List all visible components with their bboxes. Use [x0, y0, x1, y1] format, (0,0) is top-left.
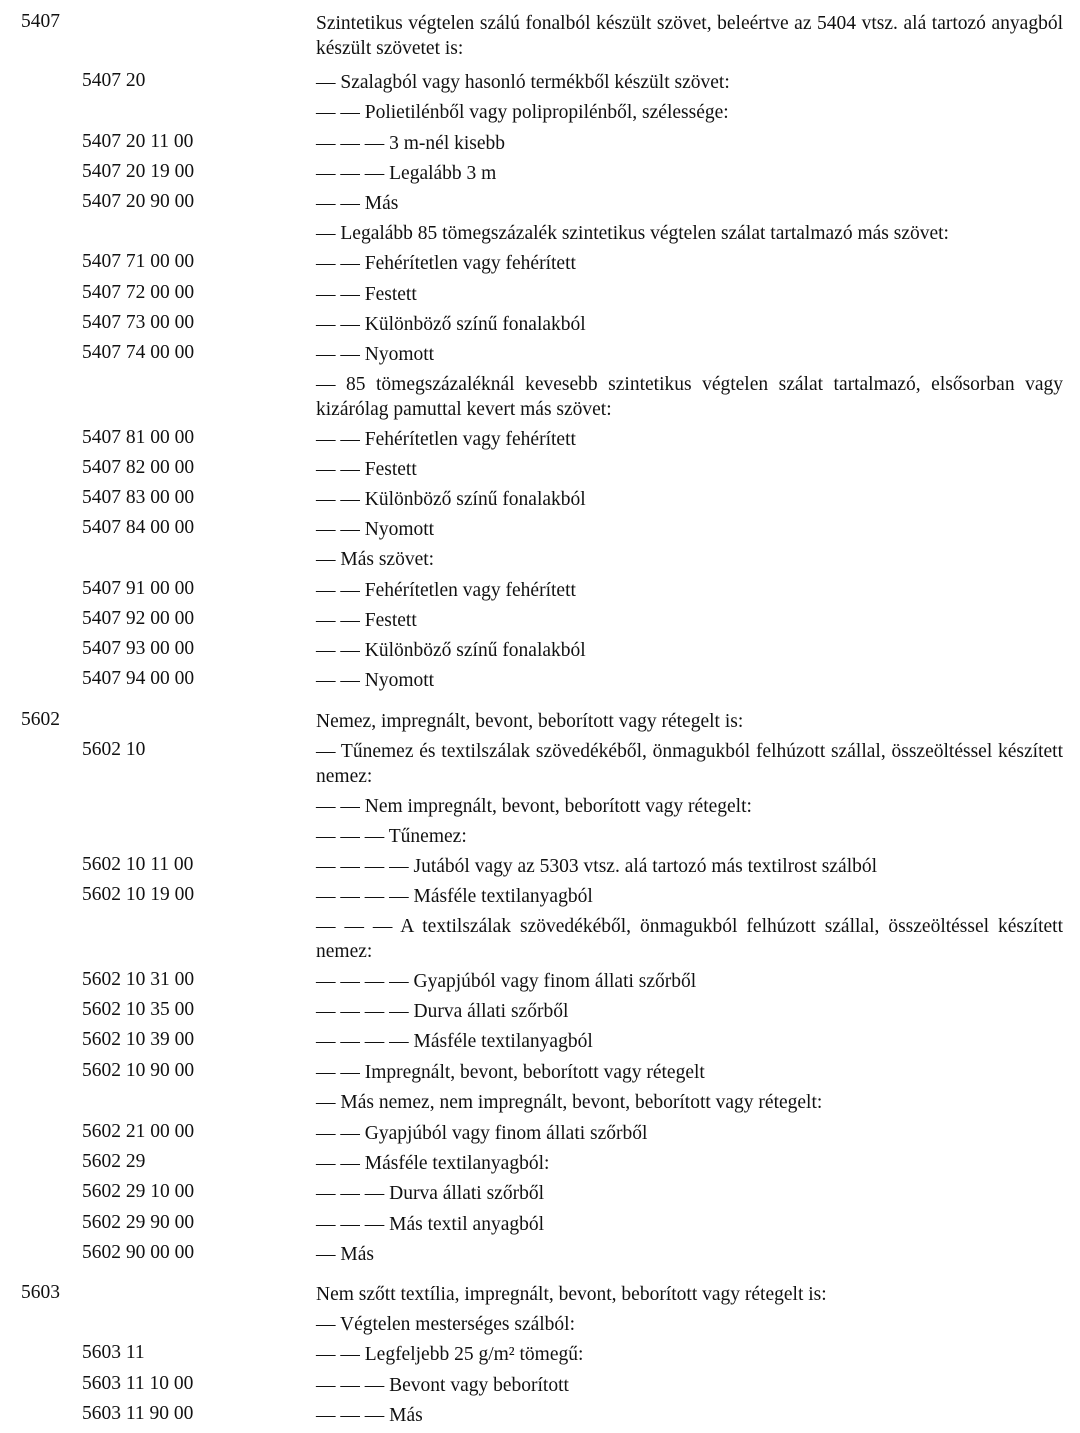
description-text: — Tűnemez és textilszálak szövedékéből, önmagukból felhúzott szállal, összeöltéssel készített nemez:	[316, 741, 1063, 787]
subheading-code: 5407 20	[82, 70, 146, 91]
tariff-row	[0, 1118, 1080, 1148]
description-text: Nem szőtt textília, impregnált, bevont, beborított vagy rétegelt is:	[316, 1284, 827, 1305]
description-text: — — — — Durva állati szőrből	[316, 1001, 569, 1022]
subheading-code: 5602 10 39 00	[82, 1029, 195, 1050]
description-text: — Legalább 85 tömegszázalék szintetikus végtelen szálat tartalmazó más szövet:	[316, 223, 949, 244]
subheading-code: 5602 29 90 00	[82, 1212, 195, 1233]
subheading-code: 5407 83 00 00	[82, 487, 195, 508]
description-text: — — Nyomott	[316, 670, 435, 691]
tariff-row	[0, 514, 1080, 544]
tariff-row	[0, 1370, 1080, 1400]
tariff-row	[0, 1209, 1080, 1239]
heading-row	[0, 706, 1080, 736]
description-text: — — — — Gyapjúból vagy finom állati szőrből	[316, 971, 697, 992]
tariff-row	[0, 1057, 1080, 1087]
description-text: — — — 3 m-nél kisebb	[316, 133, 506, 154]
description-text: — Más szövet:	[316, 549, 435, 570]
heading-code: 5603	[21, 1282, 60, 1303]
description-text: — — Másféle textilanyagból:	[316, 1153, 550, 1174]
heading-code: 5407	[21, 11, 60, 32]
tariff-row	[0, 128, 1080, 158]
subheading-code: 5407 84 00 00	[82, 517, 195, 538]
tariff-row	[0, 966, 1080, 996]
description-text: — Más	[316, 1244, 374, 1265]
tariff-row	[0, 218, 1080, 248]
description-text: Szintetikus végtelen szálú fonalból készült szövet, beleértve az 5404 vtsz. alá tartozó anyagból készült szövetet is:	[316, 13, 1063, 59]
tariff-row	[0, 97, 1080, 127]
subheading-code: 5602 90 00 00	[82, 1242, 195, 1263]
tariff-row	[0, 821, 1080, 851]
subheading-code: 5407 20 11 00	[82, 131, 194, 152]
tariff-row	[0, 67, 1080, 97]
description-text: — — Fehérítetlen vagy fehérített	[316, 580, 576, 601]
description-text: — — Impregnált, bevont, beborított vagy rétegelt	[316, 1062, 705, 1083]
subheading-code: 5407 81 00 00	[82, 427, 195, 448]
description-text: — — — Legalább 3 m	[316, 163, 497, 184]
description-text: — — — Más textil anyagból	[316, 1214, 545, 1235]
tariff-row	[0, 484, 1080, 514]
subheading-code: 5602 10	[82, 739, 146, 760]
description-text: — — Festett	[316, 284, 417, 305]
tariff-row	[0, 996, 1080, 1026]
description-text: — — — A textilszálak szövedékéből, önmagukból felhúzott szállal, összeöltéssel készített nemez:	[316, 916, 1063, 962]
subheading-code: 5603 11 90 00	[82, 1403, 194, 1424]
tariff-row	[0, 248, 1080, 278]
tariff-row	[0, 911, 1080, 962]
tariff-row	[0, 544, 1080, 574]
subheading-code: 5603 11 10 00	[82, 1373, 194, 1394]
subheading-code: 5602 10 90 00	[82, 1060, 195, 1081]
tariff-row	[0, 1339, 1080, 1369]
tariff-row	[0, 158, 1080, 188]
description-text: — — Gyapjúból vagy finom állati szőrből	[316, 1123, 648, 1144]
description-text: — — — — Jutából vagy az 5303 vtsz. alá tartozó más textilrost szálból	[316, 856, 878, 877]
subheading-code: 5602 10 31 00	[82, 969, 195, 990]
description-text: — — Más	[316, 193, 399, 214]
description-text: — — — Durva állati szőrből	[316, 1183, 544, 1204]
description-text: — — Különböző színű fonalakból	[316, 489, 586, 510]
tariff-row	[0, 339, 1080, 369]
subheading-code: 5602 10 19 00	[82, 884, 195, 905]
description-text: — — Festett	[316, 610, 417, 631]
tariff-row	[0, 605, 1080, 635]
subheading-code: 5407 82 00 00	[82, 457, 195, 478]
subheading-code: 5407 71 00 00	[82, 251, 195, 272]
tariff-row	[0, 1026, 1080, 1056]
description-text: — — — — Másféle textilanyagból	[316, 1031, 593, 1052]
description-text: Nemez, impregnált, bevont, beborított vagy rétegelt is:	[316, 711, 744, 732]
description-text: — — Festett	[316, 459, 417, 480]
description-text: — — — Bevont vagy beborított	[316, 1375, 569, 1396]
tariff-row	[0, 1239, 1080, 1269]
tariff-row	[0, 309, 1080, 339]
subheading-code: 5407 20 19 00	[82, 161, 195, 182]
description-text: — — — Más	[316, 1405, 423, 1426]
heading-row	[0, 1279, 1080, 1309]
tariff-row	[0, 791, 1080, 821]
tariff-row	[0, 369, 1080, 420]
subheading-code: 5602 21 00 00	[82, 1121, 195, 1142]
subheading-code: 5407 20 90 00	[82, 191, 195, 212]
description-text: — — Legfeljebb 25 g/m² tömegű:	[316, 1344, 584, 1365]
description-text: — Szalagból vagy hasonló termékből készült szövet:	[316, 72, 730, 93]
tariff-row	[0, 424, 1080, 454]
tariff-row	[0, 575, 1080, 605]
description-text: — — — — Másféle textilanyagból	[316, 886, 593, 907]
description-text: — — Fehérítetlen vagy fehérített	[316, 253, 576, 274]
description-text: — 85 tömegszázaléknál kevesebb szintetikus végtelen szálat tartalmazó, elsősorban vagy kizárólag pamuttal kevert más szövet:	[316, 374, 1063, 420]
tariff-row	[0, 851, 1080, 881]
subheading-code: 5407 73 00 00	[82, 312, 195, 333]
tariff-row	[0, 188, 1080, 218]
tariff-row	[0, 1309, 1080, 1339]
description-text: — Végtelen mesterséges szálból:	[316, 1314, 576, 1335]
tariff-row	[0, 736, 1080, 787]
description-text: — — Különböző színű fonalakból	[316, 314, 586, 335]
description-text: — — Különböző színű fonalakból	[316, 640, 586, 661]
heading-row	[0, 8, 1080, 59]
subheading-code: 5602 29	[82, 1151, 146, 1172]
subheading-code: 5407 94 00 00	[82, 668, 195, 689]
tariff-row	[0, 1400, 1080, 1430]
tariff-row	[0, 1087, 1080, 1117]
description-text: — — Nem impregnált, bevont, beborított vagy rétegelt:	[316, 796, 752, 817]
subheading-code: 5603 11	[82, 1342, 145, 1363]
subheading-code: 5407 74 00 00	[82, 342, 195, 363]
tariff-row	[0, 1178, 1080, 1208]
tariff-row	[0, 665, 1080, 695]
subheading-code: 5407 72 00 00	[82, 282, 195, 303]
subheading-code: 5602 10 11 00	[82, 854, 194, 875]
subheading-code: 5602 29 10 00	[82, 1181, 195, 1202]
tariff-row	[0, 454, 1080, 484]
description-text: — — Polietilénből vagy polipropilénből, szélessége:	[316, 102, 729, 123]
description-text: — — Nyomott	[316, 519, 435, 540]
description-text: — — — Tűnemez:	[316, 826, 467, 847]
tariff-row	[0, 279, 1080, 309]
description-text: — — Nyomott	[316, 344, 435, 365]
tariff-row	[0, 881, 1080, 911]
description-text: — — Fehérítetlen vagy fehérített	[316, 429, 576, 450]
tariff-row	[0, 1148, 1080, 1178]
tariff-row	[0, 635, 1080, 665]
subheading-code: 5602 10 35 00	[82, 999, 195, 1020]
subheading-code: 5407 92 00 00	[82, 608, 195, 629]
subheading-code: 5407 93 00 00	[82, 638, 195, 659]
subheading-code: 5407 91 00 00	[82, 578, 195, 599]
heading-code: 5602	[21, 709, 60, 730]
description-text: — Más nemez, nem impregnált, bevont, beborított vagy rétegelt:	[316, 1092, 823, 1113]
